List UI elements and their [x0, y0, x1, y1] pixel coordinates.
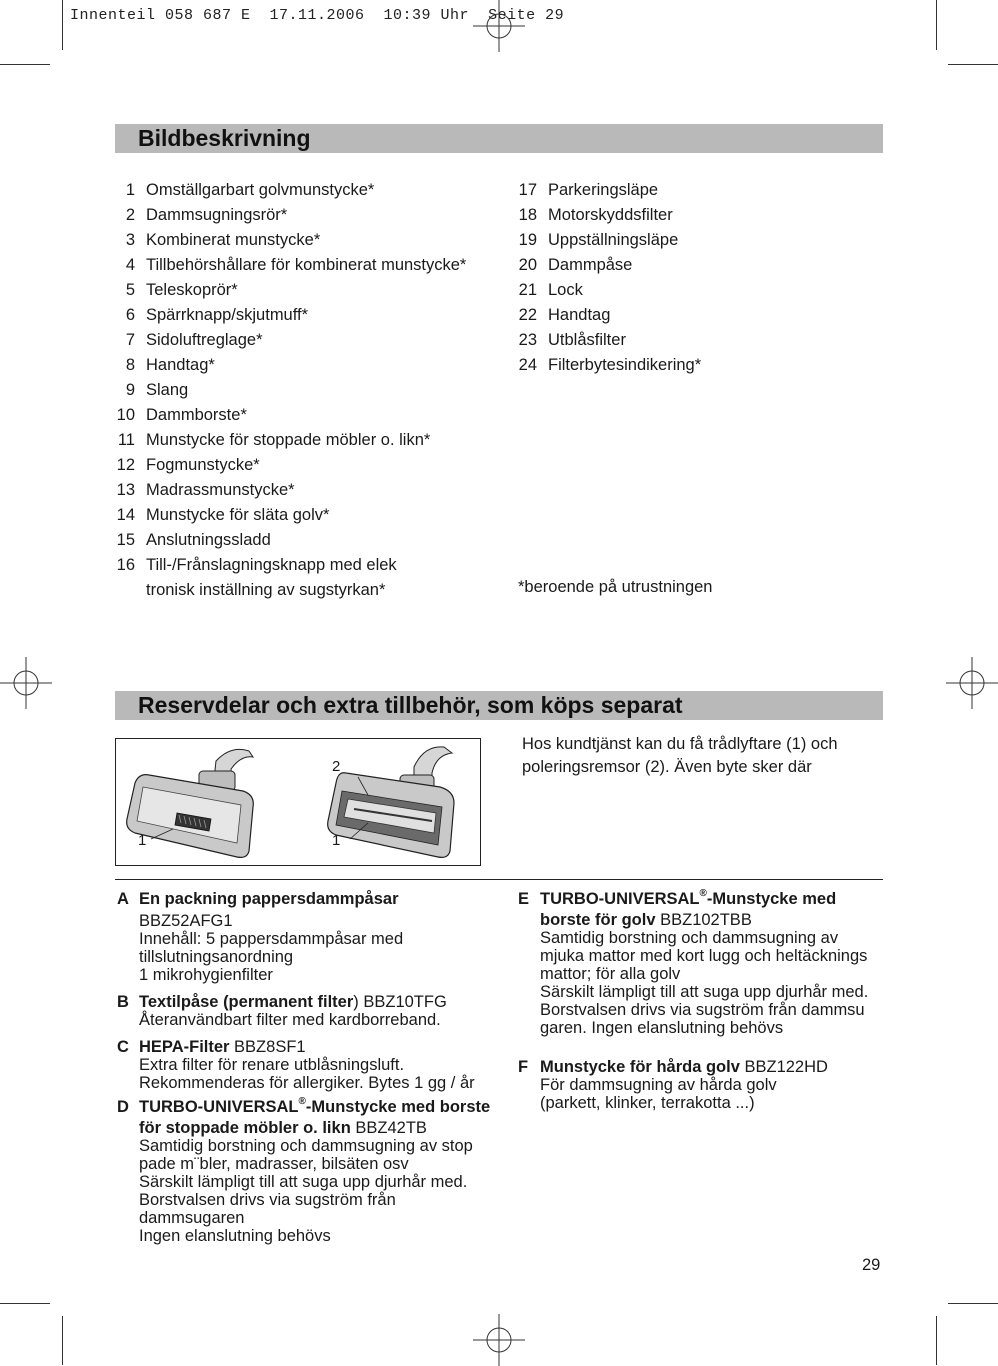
item-number: 13 [116, 481, 135, 499]
section-header-reservdelar [115, 691, 883, 720]
list-item [517, 203, 701, 228]
item-text: Filterbytesindikering* [548, 356, 702, 374]
description-line: Ingen elanslutning behövs [139, 1227, 331, 1245]
product-code: BBZ52AFG1 [139, 912, 233, 930]
item-text: Teleskoprör* [146, 281, 238, 299]
item-text: Munstycke för släta golv* [146, 506, 330, 524]
accessory-title: HEPA-Filter [139, 1038, 230, 1056]
item-text: Handtag [548, 306, 611, 324]
item-number: 18 [518, 206, 537, 224]
turbo-nozzle-drawing [324, 743, 478, 861]
list-item [115, 453, 466, 478]
item-number: 1 [125, 181, 135, 199]
accessory-letter: A [117, 890, 129, 908]
item-number: 4 [125, 256, 135, 274]
list-item [517, 303, 701, 328]
item-text: Dammborste* [146, 406, 247, 424]
list-item [115, 503, 466, 528]
list-item [517, 228, 701, 253]
item-number: 24 [518, 356, 537, 374]
accessory-title: TURBO-UNIVERSAL [540, 890, 700, 908]
description-line: dammsugaren [139, 1209, 245, 1227]
crop-mark [948, 1303, 998, 1304]
item-text: Sidoluftreglage* [146, 331, 263, 349]
list-item [115, 553, 466, 578]
description-line: mattor; för alla golv [540, 965, 681, 983]
accessory-title: TURBO-UNIVERSAL [139, 1098, 299, 1116]
title-paren: ) [353, 993, 359, 1011]
item-number: 7 [125, 331, 135, 349]
registration-mark-left [0, 657, 52, 709]
item-number: 5 [125, 281, 135, 299]
description-line: Innehåll: 5 pappersdammpåsar med [139, 930, 404, 948]
list-item [115, 578, 466, 603]
item-number [115, 578, 135, 603]
accessory-title: Textilpåse (permanent filter [139, 993, 354, 1011]
item-text: Madrassmunstycke* [146, 481, 295, 499]
accessory-title: En packning pappersdammpåsar [139, 890, 399, 908]
list-item [115, 428, 466, 453]
item-number: 22 [518, 306, 537, 324]
description-line: Samtidig borstning och dammsugning av [540, 929, 839, 947]
item-number: 17 [518, 181, 537, 199]
item-number: 3 [125, 231, 135, 249]
list-item [115, 203, 466, 228]
accessory-letter: B [117, 993, 129, 1011]
list-item [115, 253, 466, 278]
footnote: *beroende på utrustningen [518, 578, 713, 596]
crop-mark [936, 0, 937, 50]
parts-list-right [517, 178, 701, 378]
accessory-letter: E [518, 890, 530, 908]
item-number: 15 [116, 531, 135, 549]
item-text: Dammpåse [548, 256, 633, 274]
description-line: 1 mikrohygienfilter [139, 966, 273, 984]
item-number: 20 [518, 256, 537, 274]
registration-mark-top [473, 0, 525, 52]
product-code: BBZ42TB [355, 1119, 427, 1137]
item-text: Tillbehörshållare för kombinerat munstycke* [146, 256, 467, 274]
section-header-bildbeskrivning [115, 124, 883, 153]
description-line: Återanvändbart filter med kardborreband. [139, 1011, 441, 1029]
item-number: 11 [117, 431, 135, 449]
list-item [517, 178, 701, 203]
list-item [115, 378, 466, 403]
list-item [115, 328, 466, 353]
item-text: Uppställningsläpe [548, 231, 679, 249]
description-line: pade m¨bler, madrasser, bilsäten osv [139, 1155, 409, 1173]
item-text: Anslutningssladd [146, 531, 271, 549]
item-text: Spärrknapp/skjutmuff* [146, 306, 309, 324]
product-code: BBZ8SF1 [234, 1038, 306, 1056]
item-text: Till-/Frånslagningsknapp med elek [146, 556, 397, 574]
item-text: Motorskyddsfilter [548, 206, 673, 224]
description-line: Särskilt lämpligt till att suga upp djurhår med. [139, 1173, 468, 1191]
description-line: Särskilt lämpligt till att suga upp djurhår med. [540, 983, 869, 1001]
section-title: Reservdelar och extra tillbehör, som köps separat [138, 692, 683, 718]
crop-mark [936, 1316, 937, 1365]
list-item [115, 228, 466, 253]
crop-mark [948, 64, 998, 65]
nozzle-illustration [115, 738, 481, 866]
item-text: Munstycke för stoppade möbler o. likn* [146, 431, 431, 449]
item-number: 8 [125, 356, 135, 374]
list-item [517, 353, 701, 378]
item-number: 10 [116, 406, 135, 424]
accessory-letter: C [117, 1038, 129, 1056]
callout-label: 2 [332, 758, 341, 775]
list-item [115, 403, 466, 428]
description-line: Borstvalsen drivs via sugström från [139, 1191, 396, 1209]
item-text: Parkeringsläpe [548, 181, 659, 199]
item-text: Omställgarbart golvmunstycke* [146, 181, 375, 199]
print-slug: Innenteil 058 687 E 17.11.2006 10:39 Uhr Seite 29 [70, 7, 565, 24]
registration-mark-right [946, 657, 998, 709]
floor-nozzle-drawing [121, 743, 291, 861]
list-item [115, 528, 466, 553]
list-item [115, 278, 466, 303]
description-line: mjuka mattor med kort lugg och heltäcknings [540, 947, 868, 965]
item-text: Utblåsfilter [548, 331, 626, 349]
item-number: 9 [125, 381, 135, 399]
description-line: Samtidig borstning och dammsugning av stop [139, 1137, 473, 1155]
item-number: 6 [125, 306, 135, 324]
list-item [115, 178, 466, 203]
accessory-title: Munstycke för hårda golv [540, 1058, 740, 1076]
list-item [517, 328, 701, 353]
accessory-subtitle: för stoppade möbler o. likn [139, 1119, 351, 1137]
item-text: Kombinerat munstycke* [146, 231, 321, 249]
item-number: 16 [116, 556, 135, 574]
crop-mark [0, 64, 50, 65]
registered-mark: ® [699, 888, 707, 899]
description-line: Extra filter för renare utblåsningsluft. [139, 1056, 405, 1074]
list-item [115, 353, 466, 378]
list-item [115, 478, 466, 503]
crop-mark [62, 0, 63, 50]
item-text: Slang [146, 381, 189, 399]
registration-mark-bottom [473, 1314, 525, 1366]
intro-line: Hos kundtjänst kan du få trådlyftare (1) och [522, 735, 838, 753]
crop-mark [0, 1303, 50, 1304]
accessory-title-cont: -Munstycke med [706, 890, 837, 908]
item-number: 21 [518, 281, 537, 299]
item-text: Fogmunstycke* [146, 456, 260, 474]
description-line: garen. Ingen elanslutning behövs [540, 1019, 784, 1037]
item-number: 19 [518, 231, 537, 249]
callout-label: 1 [138, 832, 147, 849]
description-line: (parkett, klinker, terrakotta ...) [540, 1094, 755, 1112]
intro-line: poleringsremsor (2). Även byte sker där [522, 758, 812, 776]
item-number: 12 [116, 456, 135, 474]
item-text: Lock [548, 281, 583, 299]
list-item [517, 253, 701, 278]
product-code: BBZ122HD [744, 1058, 828, 1076]
item-number: 23 [518, 331, 537, 349]
product-code: BBZ10TFG [363, 993, 447, 1011]
description-line: För dammsugning av hårda golv [540, 1076, 777, 1094]
parts-list-left [115, 178, 466, 603]
list-item [115, 303, 466, 328]
spare-parts-intro [522, 733, 882, 779]
list-item [517, 278, 701, 303]
crop-mark [62, 1316, 63, 1365]
item-number: 2 [125, 206, 135, 224]
divider [115, 879, 883, 880]
accessory-letter: D [117, 1098, 129, 1116]
item-text: Handtag* [146, 356, 215, 374]
callout-label: 1 [332, 832, 341, 849]
accessory-subtitle: borste för golv [540, 911, 656, 929]
description-line: tillslutningsanordning [139, 948, 294, 966]
product-code: BBZ102TBB [660, 911, 752, 929]
description-line: Rekommenderas för allergiker. Bytes 1 gg / år [139, 1074, 475, 1092]
item-text: Dammsugningsrör* [146, 206, 288, 224]
registered-mark: ® [298, 1096, 306, 1107]
description-line: Borstvalsen drivs via sugström från dammsu [540, 1001, 865, 1019]
accessory-title-cont: -Munstycke med borste [305, 1098, 491, 1116]
item-number: 14 [116, 506, 135, 524]
accessory-letter: F [518, 1058, 529, 1076]
item-text: tronisk inställning av sugstyrkan* [146, 581, 386, 599]
page-number: 29 [862, 1256, 881, 1274]
section-title: Bildbeskrivning [138, 125, 311, 151]
